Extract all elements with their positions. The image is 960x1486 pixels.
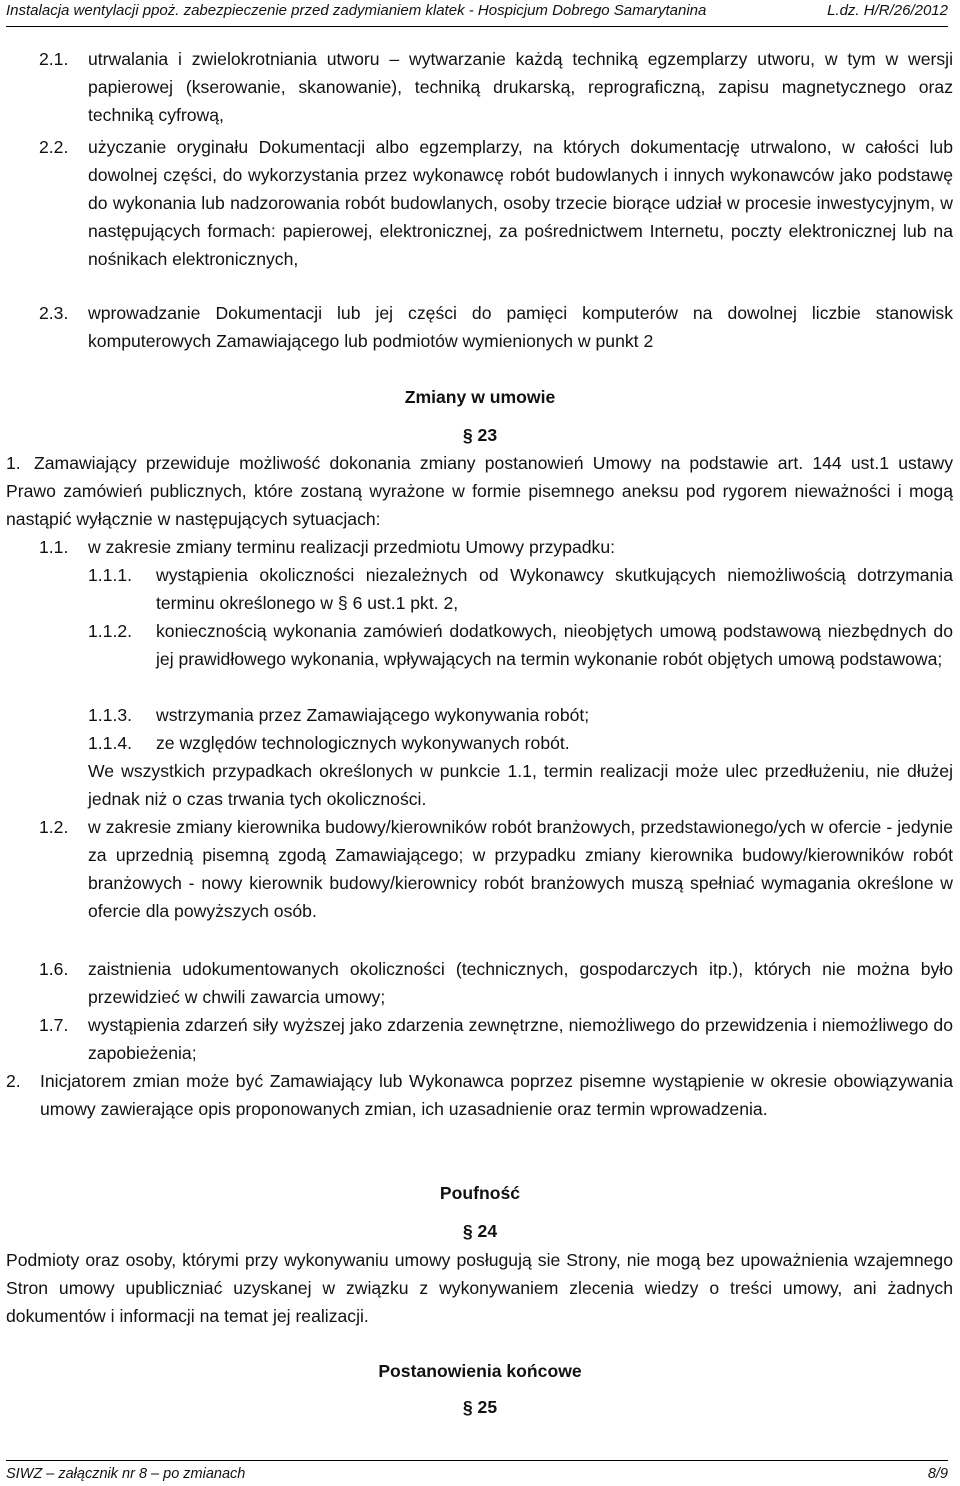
item-number: 2. [6,1071,21,1091]
item-note: We wszystkich przypadkach określonych w punkcie 1.1, termin realizacji może ulec przedłużeniu, nie dłużej jednak niż o czas trwania tych okoliczności. [88,761,953,809]
item-number: 1.6. [39,959,69,979]
section-title: Poufność [439,1183,521,1203]
section-title: Postanowienia końcowe [378,1361,582,1381]
item-number: 1.2. [39,817,69,837]
item-number: 2.1. [39,49,69,69]
item-text: w zakresie zmiany terminu realizacji przedmiotu Umowy przypadku: [88,537,616,557]
item-text: wystąpienia zdarzeń siły wyższej jako zdarzenia zewnętrzne, niemożliwego do przewidzenia i niemożliwego do zapobieżenia; [88,1015,953,1063]
item-text: w zakresie zmiany kierownika budowy/kierowników robót branżowych, przedstawionego/ych w ofercie - jedynie za uprzednią pisemną zgodą Zamawiającego; w przypadku zmiany kierownika budowy/kierowników robót branżowych - nowy kierownik budowy/kierownicy robót branżowych muszą spełniać wymagania określone w ofercie dla powyższych osób. [88,817,953,921]
item-text: koniecznością wykonania zamówień dodatkowych, nieobjętych umową podstawową niezbędnych do jej prawidłowego wykonania, wpływających na termin wykonanie robót objętych umową podstawowa; [156,621,953,669]
item-number: 1.1.2. [88,621,133,641]
item-number: 2.3. [39,303,69,323]
item-number: 1. [6,453,21,473]
section-text: Podmioty oraz osoby, którymi przy wykonywaniu umowy posługują sie Strony, nie mogą bez upoważnienia wzajemnego Stron umowy upubliczniać uzyskanej w związku z wykonywaniem zlecenia wiedzy o treści umowy, ani żadnych dokumentów i informacji na temat jej realizacji. [6,1250,953,1326]
header-reference: L.dz. H/R/26/2012 [827,2,948,19]
item-number: 1.7. [39,1015,69,1035]
item-text: Inicjatorem zmian może być Zamawiający lub Wykonawca poprzez pisemne wystąpienie w okresie obowiązywania umowy zawierające opis proponowanych zmian, ich uzasadnienie oraz termin wprowadzenia. [40,1071,953,1119]
paragraph-mark: § 25 [462,1397,498,1417]
item-number: 2.2. [39,137,69,157]
footer-document-label: SIWZ – załącznik nr 8 – po zmianach [6,1466,246,1482]
page-footer [6,1460,948,1485]
item-number: 1.1. [39,537,69,557]
item-number: 1.1.3. [88,705,133,725]
item-text: Zamawiający przewiduje możliwość dokonania zmiany postanowień Umowy na podstawie art. 144 ust.1 ustawy Prawo zamówień publicznych, które zostaną wyrażone w formie pisemnego aneksu pod rygorem nieważności i mogą nastąpić wyłącznie w następujących sytuacjach: [6,453,953,529]
paragraph-mark: § 23 [462,425,498,445]
item-text: wystąpienia okoliczności niezależnych od Wykonawcy skutkujących niemożliwością dotrzymania terminu określonego w § 6 ust.1 pkt. 2, [156,565,953,613]
paragraph-mark: § 24 [462,1221,498,1241]
section-title: Zmiany w umowie [404,387,556,407]
item-number: 1.1.1. [88,565,133,585]
item-text: wprowadzanie Dokumentacji lub jej części do pamięci komputerów na dowolnej liczbie stanowisk komputerowych Zamawiającego lub podmiotów wymienionych w punkt 2 [88,303,953,351]
item-text: użyczanie oryginału Dokumentacji albo egzemplarzy, na których dokumentację utrwalono, w całości lub dowolnej części, do wykorzystania przez wykonawcę robót budowlanych i innych wykonawców jako podstawę do wykonania lub nadzorowania robót budowlanych, osoby trzecie biorące udział w procesie inwestycyjnym, w następujących formach: papierowej, elektronicznej, za pośrednictwem Internetu, poczty elektronicznej lub na nośnikach elektronicznych, [88,137,953,269]
page-number: 8/9 [927,1466,948,1482]
item-number: 1.1.4. [88,733,133,753]
item-text: wstrzymania przez Zamawiającego wykonywania robót; [156,705,590,725]
item-text: ze względów technologicznych wykonywanych robót. [156,733,570,753]
page-header [6,0,948,27]
item-text: zaistnienia udokumentowanych okoliczności (technicznych, gospodarczych itp.), których nie można było przewidzieć w chwili zawarcia umowy; [88,959,953,1007]
header-title: Instalacja wentylacji ppoż. zabezpieczenie przed zadymianiem klatek - Hospicjum Dobrego Samarytanina [6,2,707,19]
item-text: utrwalania i zwielokrotniania utworu – wytwarzanie każdą techniką egzemplarzy utworu, w tym w wersji papierowej (kserowanie, skanowanie), techniką drukarską, reprograficzną, zapisu magnetycznego oraz techniką cyfrową, [88,49,953,125]
